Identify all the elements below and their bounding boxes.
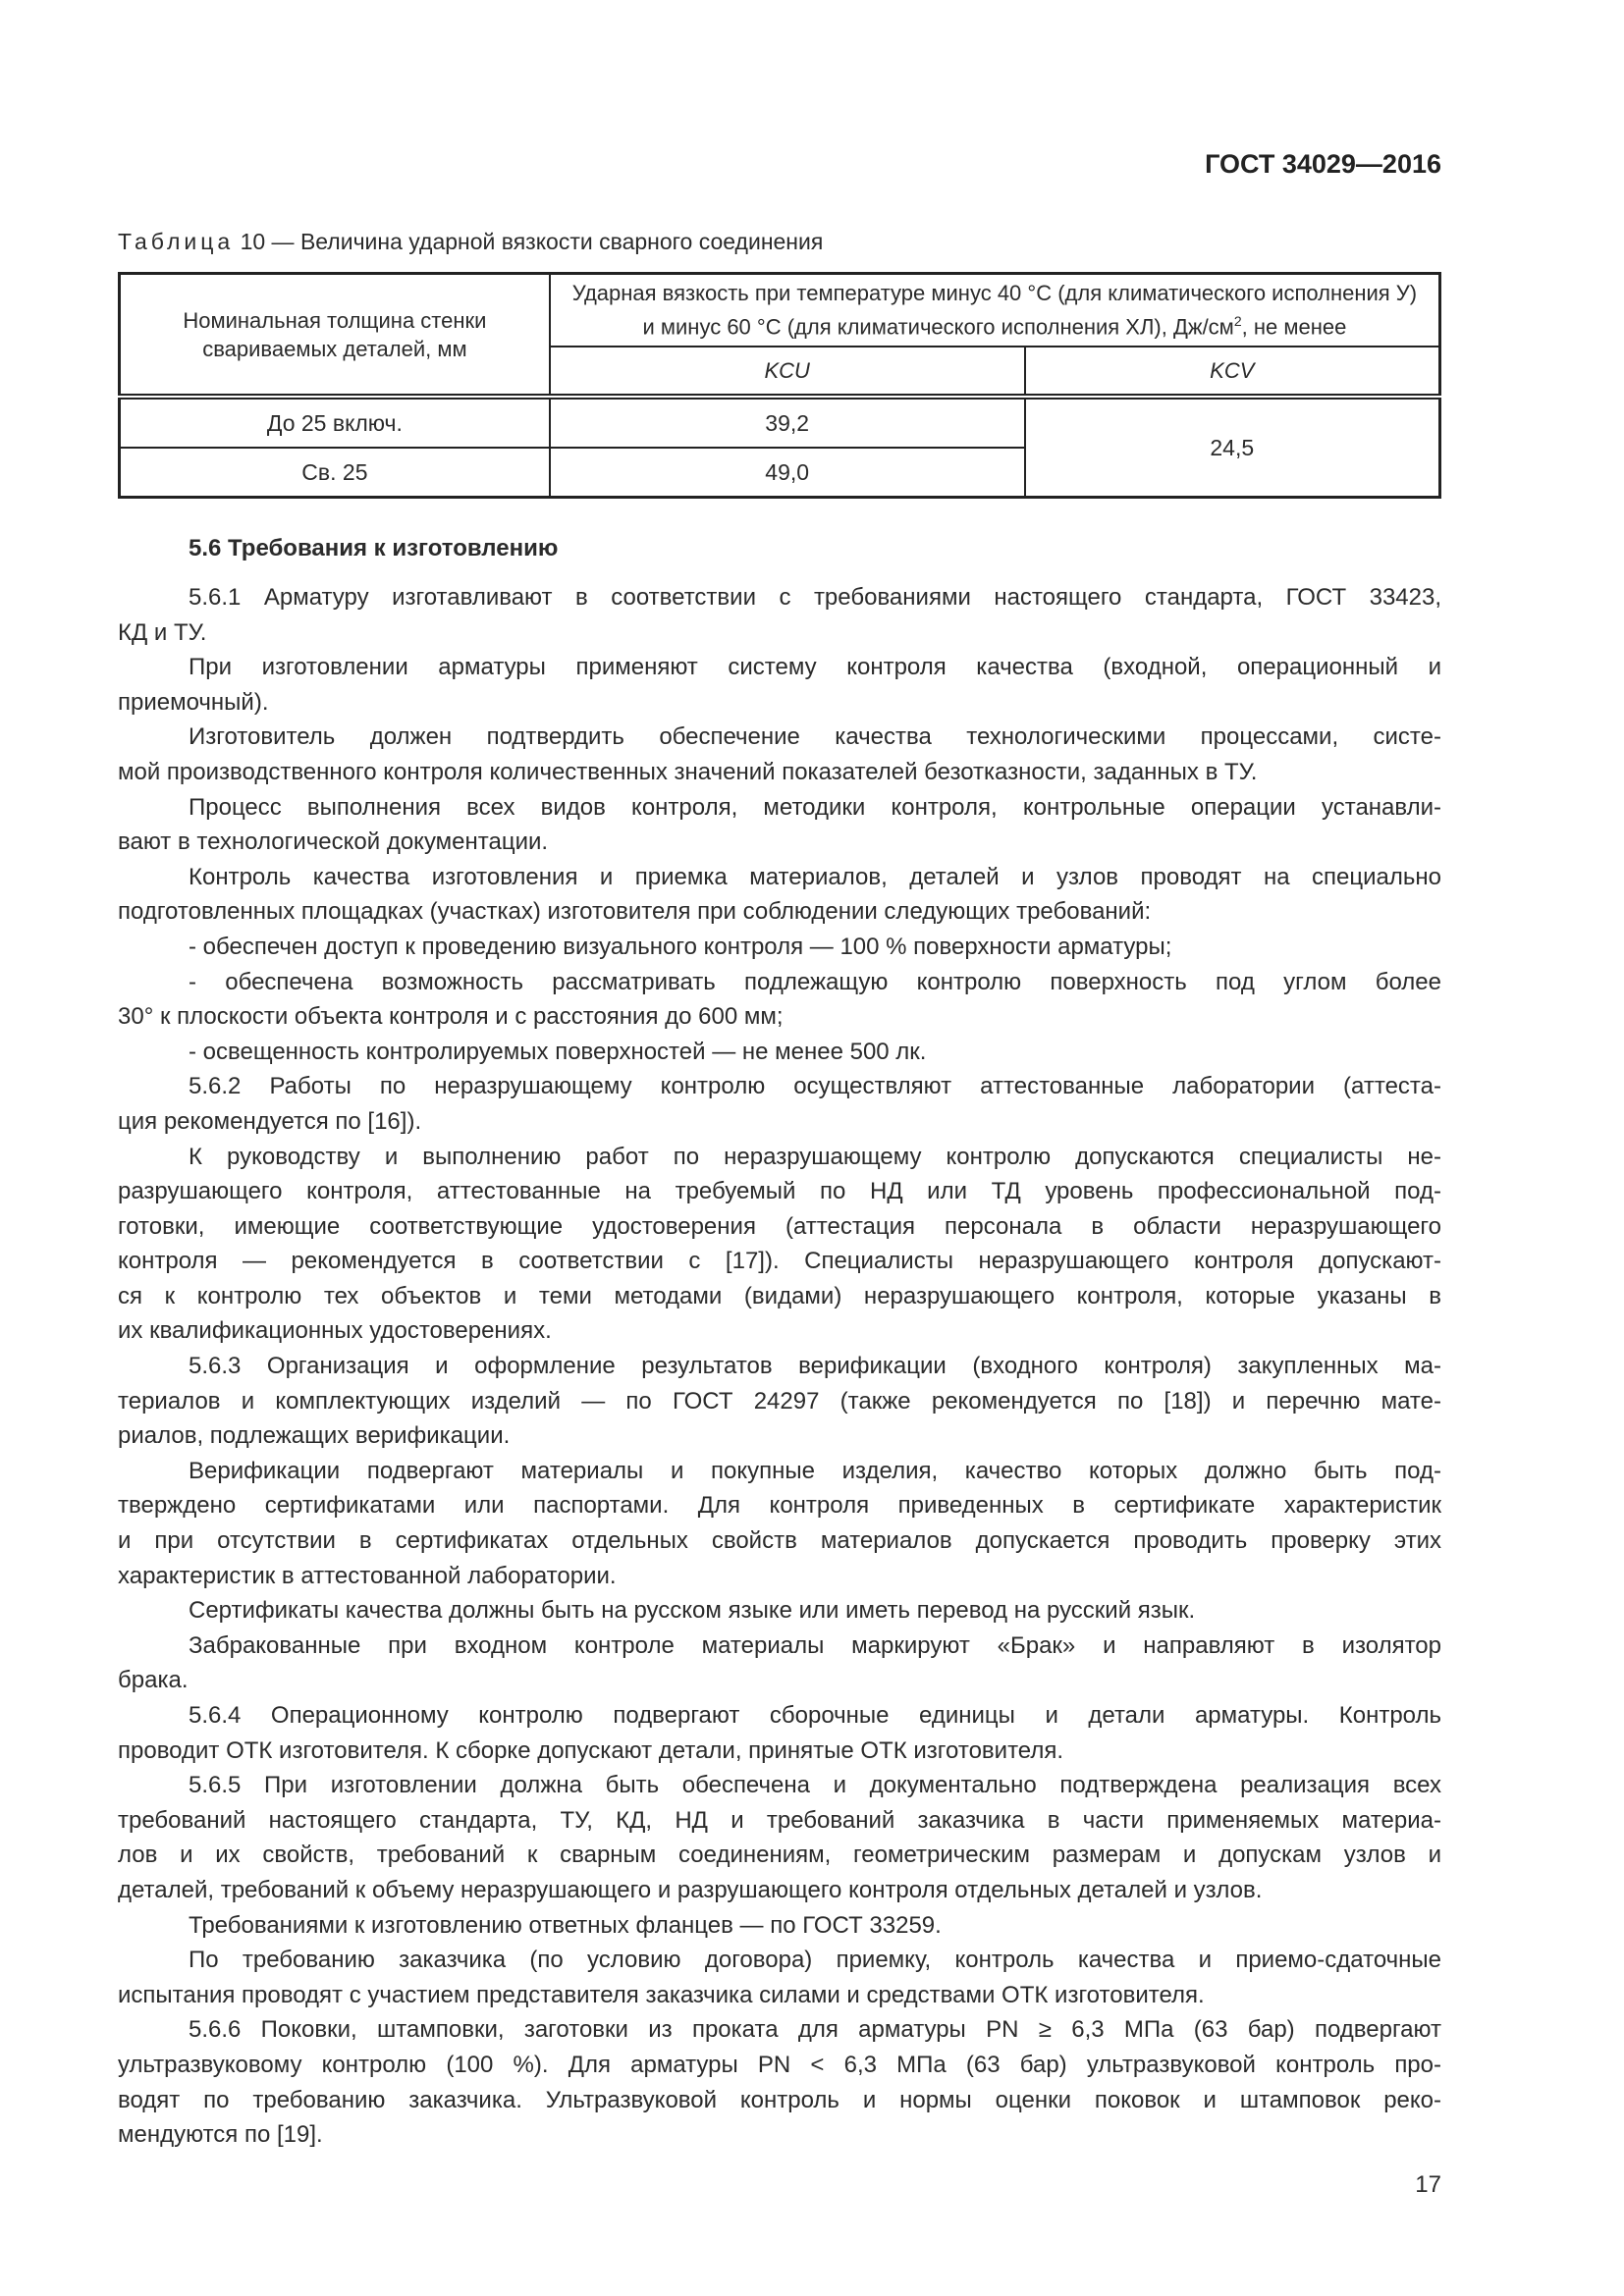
paragraph-line: подготовленных площадках (участках) изготовителя при соблюдении следующих требований: bbox=[118, 898, 1152, 926]
paragraph-line: К руководству и выполнению работ по неразрушающему контролю допускаются специалисты не- bbox=[189, 1143, 1441, 1170]
paragraph-line: Требованиями к изготовлению ответных фланцев — по ГОСТ 33259. bbox=[189, 1911, 942, 1939]
paragraph-line: - освещенность контролируемых поверхностей — не менее 500 лк. bbox=[189, 1038, 927, 1065]
cell-kcu: 49,0 bbox=[550, 448, 1025, 498]
header-line-2-tail: , не менее bbox=[1241, 314, 1347, 340]
paragraph-line: ся к контролю тех объектов и теми методами (видами) неразрушающего контроля, которые указаны в bbox=[118, 1282, 1441, 1309]
paragraph bbox=[118, 1140, 1441, 1350]
paragraph-line: Контроль качества изготовления и приемка материалов, деталей и узлов проводят на специально bbox=[189, 863, 1441, 890]
paragraph-line: и при отсутствии в сертификатах отдельных свойств материалов допускается проводить проверку этих bbox=[118, 1527, 1441, 1555]
section-heading: 5.6 Требования к изготовлению bbox=[189, 535, 559, 561]
paragraph bbox=[118, 1698, 1441, 1768]
table-row bbox=[120, 397, 1440, 448]
cell-thickness: До 25 включ. bbox=[120, 397, 550, 448]
paragraph bbox=[118, 1768, 1441, 1907]
paragraph-line: риалов, подлежащих верификации. bbox=[118, 1422, 511, 1450]
paragraph-line: ультразвуковому контролю (100 %). Для арматуры PN < 6,3 МПа (63 бар) ультразвуковой контроль про- bbox=[118, 2051, 1441, 2078]
paragraph-line: проводит ОТК изготовителя. К сборке допускают детали, принятые ОТК изготовителя. bbox=[118, 1736, 1064, 1764]
cell-kcu: 39,2 bbox=[550, 397, 1025, 448]
paragraph bbox=[118, 1069, 1441, 1139]
paragraph bbox=[118, 790, 1441, 860]
paragraph-line: требований настоящего стандарта, ТУ, КД, НД и требований заказчика в части применяемых материа- bbox=[118, 1806, 1441, 1834]
paragraph bbox=[118, 580, 1441, 650]
paragraph-line: 5.6.5 При изготовлении должна быть обеспечена и документально подтверждена реализация всех bbox=[189, 1772, 1441, 1799]
paragraph bbox=[118, 930, 1441, 965]
cell-kcv: 24,5 bbox=[1025, 397, 1440, 498]
paragraph-line: КД и ТУ. bbox=[118, 618, 207, 646]
paragraph bbox=[118, 965, 1441, 1035]
header-thickness: Номинальная толщина стенки свариваемых деталей, мм bbox=[120, 274, 550, 398]
paragraph bbox=[118, 860, 1441, 930]
paragraph-line: Изготовитель должен подтвердить обеспечение качества технологическими процессами, систе- bbox=[189, 723, 1441, 751]
paragraph bbox=[118, 650, 1441, 720]
section-body bbox=[118, 580, 1441, 2153]
paragraph-line: По требованию заказчика (по условию договора) приемку, контроль качества и приемо-сдаточные bbox=[189, 1947, 1441, 1974]
paragraph-line: характеристик в аттестованной лаборатории. bbox=[118, 1562, 617, 1589]
paragraph-line: 30° к плоскости объекта контроля и с расстояния до 600 мм; bbox=[118, 1003, 784, 1031]
impact-toughness-table bbox=[118, 272, 1441, 499]
paragraph-line: При изготовлении арматуры применяют систему контроля качества (входной, операционный и bbox=[189, 654, 1441, 681]
header-impact-toughness bbox=[550, 274, 1440, 347]
paragraph bbox=[118, 1943, 1441, 2012]
paragraph-line: мой производственного контроля количественных значений показателей безотказности, заданных в ТУ. bbox=[118, 758, 1258, 785]
paragraph-line: териалов и комплектующих изделий — по ГОСТ 24297 (также рекомендуется по [18]) и перечню мате- bbox=[118, 1387, 1441, 1415]
paragraph bbox=[118, 1035, 1441, 1070]
document-id-header: ГОСТ 34029—2016 bbox=[1205, 149, 1441, 179]
paragraph-line: - обеспечен доступ к проведению визуального контроля — 100 % поверхности арматуры; bbox=[189, 933, 1172, 960]
paragraph-line: брака. bbox=[118, 1667, 189, 1694]
paragraph-line: 5.6.2 Работы по неразрушающему контролю осуществляют аттестованные лаборатории (аттеста- bbox=[189, 1073, 1441, 1100]
paragraph-line: Сертификаты качества должны быть на русском языке или иметь перевод на русский язык. bbox=[189, 1597, 1196, 1625]
header-line-1: Ударная вязкость при температуре минус 40 °C (для климатического исполнения У) bbox=[571, 281, 1418, 306]
table-header-row bbox=[120, 274, 1440, 347]
paragraph-line: готовки, имеющие соответствующие удостоверения (аттестация персонала в области неразрушающего bbox=[118, 1212, 1441, 1240]
paragraph-line: ция рекомендуется по [16]). bbox=[118, 1107, 422, 1135]
subheader-kcu: KCU bbox=[550, 347, 1025, 397]
paragraph bbox=[118, 1349, 1441, 1454]
paragraph bbox=[118, 1629, 1441, 1698]
paragraph-line: 5.6.1 Арматуру изготавливают в соответствии с требованиями настоящего стандарта, ГОСТ 33423, bbox=[189, 584, 1441, 611]
table-caption bbox=[118, 229, 823, 255]
header-line-2-text: и минус 60 °C (для климатического исполнения ХЛ), Дж/см bbox=[642, 314, 1234, 340]
paragraph-line: тверждено сертификатами или паспортами. Для контроля приведенных в сертификате характеристик bbox=[118, 1492, 1441, 1520]
paragraph-line: Забракованные при входном контроле материалы маркируют «Брак» и направляют в изолятор bbox=[189, 1631, 1441, 1659]
header-line-2 bbox=[551, 307, 1438, 341]
subheader-kcv: KCV bbox=[1025, 347, 1440, 397]
paragraph-line: Процесс выполнения всех видов контроля, методики контроля, контрольные операции устанавли- bbox=[189, 793, 1441, 821]
paragraph-line: водят по требованию заказчика. Ультразвуковой контроль и нормы оценки поковок и штамповок реко- bbox=[118, 2086, 1441, 2113]
paragraph-line: контроля — рекомендуется в соответствии с [17]). Специалисты неразрушающего контроля допускают- bbox=[118, 1248, 1441, 1275]
paragraph bbox=[118, 1908, 1441, 1944]
paragraph-line: 5.6.4 Операционному контролю подвергают сборочные единицы и детали арматуры. Контроль bbox=[189, 1702, 1441, 1729]
page-number: 17 bbox=[1415, 2171, 1441, 2198]
paragraph-line: деталей, требований к объему неразрушающего и разрушающего контроля отдельных деталей и узлов. bbox=[118, 1876, 1263, 1903]
paragraph bbox=[118, 1454, 1441, 1593]
paragraph-line: вают в технологической документации. bbox=[118, 828, 549, 856]
paragraph-line: мендуются по [19]. bbox=[118, 2121, 323, 2149]
table-caption-prefix: Таблица bbox=[118, 229, 235, 254]
paragraph-line: приемочный). bbox=[118, 688, 269, 716]
paragraph-line: испытания проводят с участием представителя заказчика силами и средствами ОТК изготовителя. bbox=[118, 1981, 1205, 2008]
paragraph-line: 5.6.3 Организация и оформление результатов верификации (входного контроля) закупленных ма- bbox=[189, 1353, 1441, 1380]
table-caption-title: 10 — Величина ударной вязкости сварного соединения bbox=[234, 229, 824, 254]
paragraph-line: - обеспечена возможность рассматривать подлежащую контролю поверхность под углом более bbox=[189, 968, 1441, 995]
paragraph-line: Верификации подвергают материалы и покупные изделия, качество которых должно быть под- bbox=[189, 1457, 1441, 1484]
paragraph bbox=[118, 720, 1441, 789]
paragraph-line: их квалификационных удостоверениях. bbox=[118, 1317, 552, 1345]
cell-thickness: Св. 25 bbox=[120, 448, 550, 498]
paragraph bbox=[118, 2012, 1441, 2152]
paragraph bbox=[118, 1593, 1441, 1629]
header-superscript: 2 bbox=[1233, 313, 1242, 330]
paragraph-line: 5.6.6 Поковки, штамповки, заготовки из проката для арматуры PN ≥ 6,3 МПа (63 бар) подвергают bbox=[189, 2016, 1441, 2044]
paragraph-line: лов и их свойств, требований к сварным соединениям, геометрическим размерам и допускам узлов и bbox=[118, 1842, 1441, 1869]
paragraph-line: разрушающего контроля, аттестованные на требуемый по НД или ТД уровень профессиональной под- bbox=[118, 1178, 1441, 1205]
